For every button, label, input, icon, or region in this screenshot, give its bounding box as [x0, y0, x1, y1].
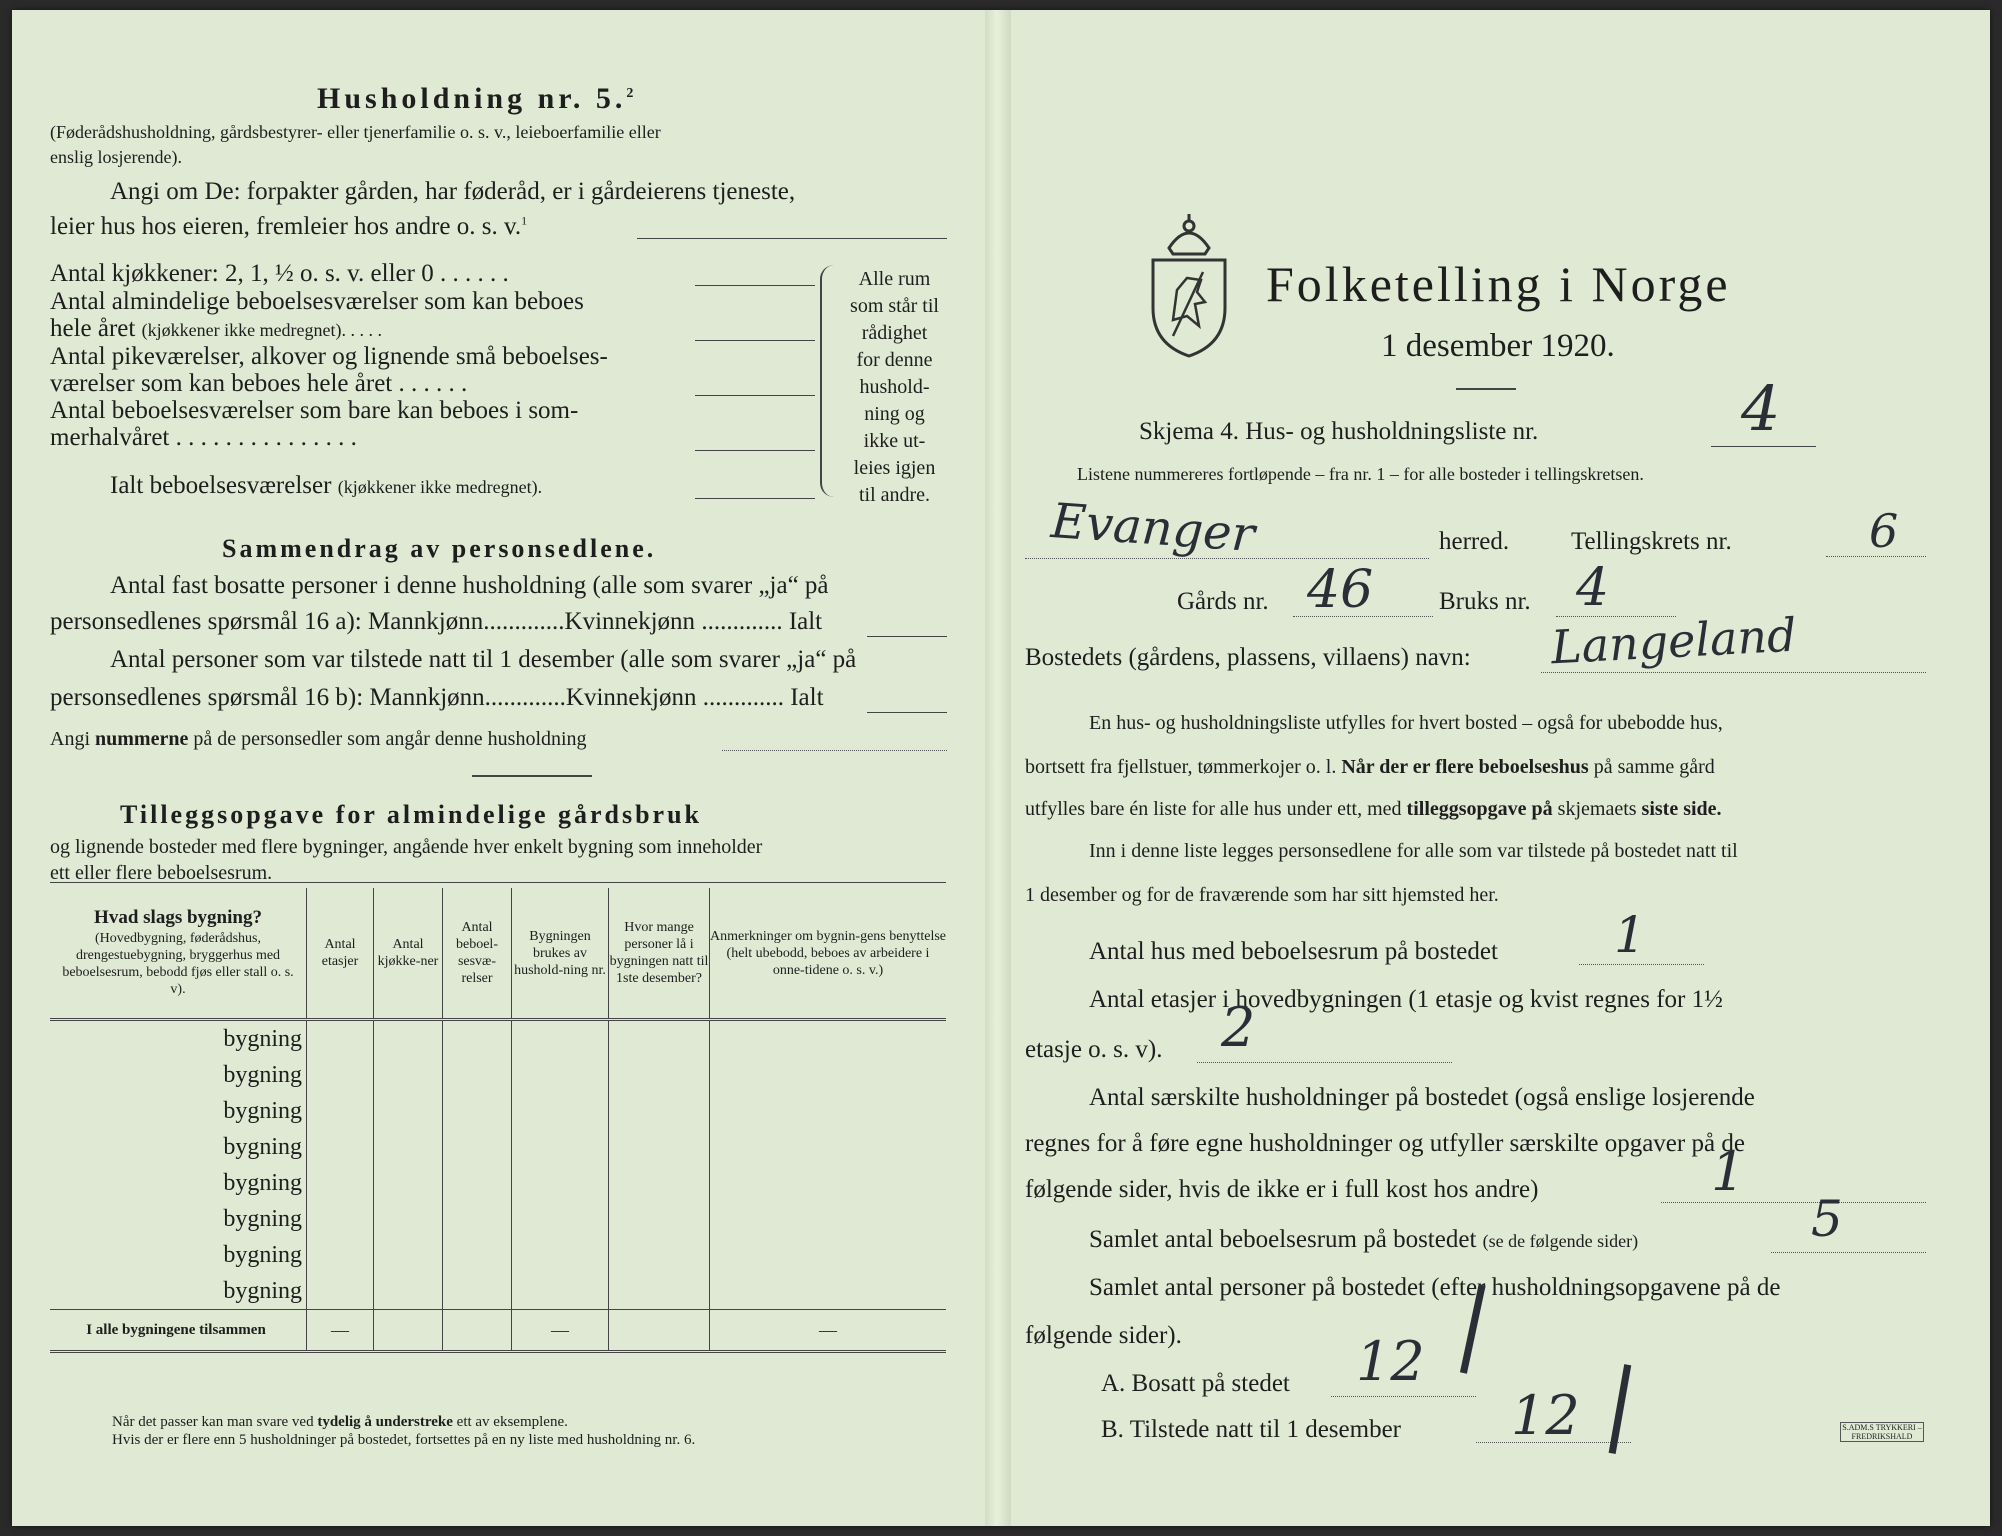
title-divider	[1456, 388, 1516, 390]
para2-line2: 1 desember og for de fraværende som har sitt hjemsted her.	[1025, 884, 1499, 906]
col-kjokkener: Antal kjøkke-ner	[374, 888, 443, 1020]
col-beboelsesvaerelser: Antal beboel-sesvæ-relser	[443, 888, 512, 1020]
coat-of-arms-icon	[1143, 208, 1235, 360]
saer-line-1: Antal særskilte husholdninger på bostedet (også enslige losjerende	[1089, 1084, 1755, 1111]
etasjer-answer-line	[1197, 1062, 1452, 1063]
col-personer: Hvor mange personer lå i bygningen natt til 1ste desember?	[609, 888, 710, 1020]
check-mark-2: |	[1597, 1348, 1646, 1457]
rooms-pike-1: Antal pikeværelser, alkover og lignende små beboelses-	[50, 343, 608, 370]
intro-line-1: (Føderådshusholdning, gårdsbestyrer- eller tjenerfamilie o. s. v., leieboerfamilie eller	[50, 122, 661, 142]
listene-note: Listene nummereres fortløpende – fra nr. 1 – for alle bosteder i tellingskretsen.	[1077, 464, 1644, 484]
angi-answer-line	[637, 238, 947, 239]
para1-line3: utfylles bare én liste for alle hus under ett, med tilleggsopgave på skjemaets siste side.	[1025, 798, 1722, 820]
table-total-row: I alle bygningene tilsammen — — —	[50, 1310, 946, 1352]
col-building-type: Hvad slags bygning? (Hovedbygning, føderådshus, drengestuebygning, bryggerhus med beboelsesrum, bebodd fjøs eller stall o. s. v).	[50, 888, 307, 1020]
samlet-rum-label: Samlet antal beboelsesrum på bostedet (se de følgende sider)	[1089, 1226, 1639, 1253]
gards-label: Gårds nr.	[1177, 588, 1269, 615]
para1-line1: En hus- og husholdningsliste utfylles for hvert bosted – også for ubebodde hus,	[1089, 712, 1723, 734]
tellingskrets-value: 6	[1869, 504, 1899, 558]
table-row: bygning	[50, 1165, 946, 1201]
footnote-1: Når det passer kan man svare ved tydelig å understreke ett av eksemplene.	[112, 1414, 568, 1430]
skjema-label: Skjema 4. Hus- og husholdningsliste nr.	[1139, 418, 1539, 445]
printer-stamp: S.ADM.S TRYKKERI – FREDRIKSHALD	[1840, 1422, 1924, 1442]
summary-title: Sammendrag av personsedlene.	[222, 534, 657, 563]
table-row: bygning	[50, 1129, 946, 1165]
left-page	[12, 10, 985, 1526]
para2-line1: Inn i denne liste legges personsedlene for alle som var tilstede på bostedet natt til	[1089, 840, 1738, 862]
etasjer-value: 2	[1221, 996, 1256, 1059]
bruks-label: Bruks nr.	[1439, 588, 1531, 615]
saer-line-3: følgende sider, hvis de ikke er i full kost hos andre)	[1025, 1176, 1539, 1203]
table-header-row	[50, 888, 946, 1020]
skjema-value: 4	[1741, 372, 1781, 445]
herred-value: Evanger	[1049, 492, 1257, 564]
tilstede-value: 12	[1511, 1384, 1580, 1447]
kitchens-answer-line	[695, 285, 815, 286]
building-table	[50, 888, 946, 1353]
rooms-sommer-2: merhalvåret . . . . . . . . . . . . . . .	[50, 424, 357, 451]
bosted-label: Bostedets (gårdens, plassens, villaens) navn:	[1025, 644, 1471, 671]
bosatt-value: 12	[1356, 1330, 1425, 1393]
rooms-alm-1: Antal almindelige beboelsesværelser som kan beboes	[50, 288, 584, 315]
sommer-answer-line	[695, 450, 815, 451]
samlet-pers-line-2: følgende sider).	[1025, 1322, 1182, 1349]
rooms-sommer-1: Antal beboelsesværelser som bare kan beboes i som-	[50, 397, 579, 424]
pike-answer-line	[695, 395, 815, 396]
tellingskrets-label: Tellingskrets nr.	[1571, 528, 1732, 555]
bosatt-answer-line	[1331, 1396, 1476, 1397]
tillegg-line-2: ett eller flere beboelsesrum.	[50, 862, 273, 884]
herred-label: herred.	[1439, 528, 1510, 555]
gards-value: 46	[1307, 560, 1374, 620]
intro-line-2: enslig losjerende).	[50, 147, 182, 167]
para1-line2: bortsett fra fjellstuer, tømmerkojer o. l. Når der er flere beboelseshus på samme gård	[1025, 756, 1715, 778]
rooms-pike-2: værelser som kan beboes hele året . . . . . .	[50, 370, 468, 397]
table-row: bygning	[50, 1237, 946, 1273]
tillegg-title: Tilleggsopgave for almindelige gårdsbruk	[120, 800, 703, 829]
table-row: bygning	[50, 1273, 946, 1310]
angi-line-2: leier hus hos eieren, fremleier hos andre o. s. v.$^1$	[50, 213, 528, 240]
side-note: Alle rum som står til rådighet for denne hushold- ning og ikke ut- leies igjen til andre.	[850, 268, 939, 506]
census-title: Folketelling i Norge	[1266, 256, 1731, 312]
check-mark: |	[1448, 1267, 1500, 1378]
saer-line-2: regnes for å føre egne husholdninger og utfyller særskilte opgaver på de	[1025, 1130, 1745, 1157]
bosted-value: Langeland	[1549, 607, 1798, 675]
census-date: 1 desember 1920.	[1381, 328, 1615, 364]
rooms-alm-2: hele året (kjøkkener ikke medregnet). . . . .	[50, 315, 383, 342]
tilstede-label: B. Tilstede natt til 1 desember	[1101, 1416, 1401, 1443]
summary-2a: Antal personer som var tilstede natt til 1 desember (alle som svarer „ja“ på	[110, 646, 857, 673]
divider	[472, 775, 592, 777]
right-page	[1011, 10, 1990, 1526]
col-etasjer: Antal etasjer	[307, 888, 374, 1020]
skjema-answer-line	[1711, 446, 1816, 447]
summary-1b: personsedlenes spørsmål 16 a): Mannkjønn.............Kvinnekjønn ............. Ialt	[50, 608, 823, 635]
total-label: I alle bygningene tilsammen	[50, 1310, 307, 1352]
rooms-kitchens: Antal kjøkkener: 2, 1, ½ o. s. v. eller 0 . . . . . .	[50, 260, 509, 287]
bosted-answer-line	[1541, 672, 1926, 673]
angi-nummerne: Angi nummerne på de personsedler som angår denne husholdning	[50, 728, 587, 750]
total-answer-line	[695, 498, 815, 499]
etasjer-line-1: Antal etasjer i hovedbygningen (1 etasje og kvist regnes for 1½	[1089, 986, 1723, 1013]
col-anmerkninger: Anmerkninger om bygnin-gens benyttelse (helt ubebodd, beboes av arbeidere i onne-tidene o. s. v.)	[710, 888, 947, 1020]
footnote-2: Hvis der er flere enn 5 husholdninger på bostedet, fortsettes på en ny liste med husholdning nr. 6.	[112, 1432, 696, 1448]
rooms-bracket	[820, 265, 836, 497]
hus-value: 1	[1614, 906, 1646, 964]
bruks-value: 4	[1576, 558, 1610, 618]
alm-answer-line	[695, 340, 815, 341]
household-title: Husholdning nr. 5.$^2$	[317, 82, 638, 115]
hus-label: Antal hus med beboelsesrum på bostedet	[1089, 938, 1498, 965]
samlet-pers-line-1: Samlet antal personer på bostedet (efter husholdningsopgavene på de	[1089, 1274, 1781, 1301]
tillegg-line-1: og lignende bosteder med flere bygninger, angående hver enkelt bygning som inneholder	[50, 836, 763, 858]
summary-2-total-line	[867, 712, 947, 713]
angi-line-1: Angi om De: forpakter gården, har føderåd, er i gårdeierens tjeneste,	[110, 178, 796, 205]
rooms-total: Ialt beboelsesværelser (kjøkkener ikke medregnet).	[110, 472, 543, 499]
etasjer-line-2: etasje o. s. v).	[1025, 1036, 1163, 1063]
hus-answer-line	[1579, 964, 1704, 965]
samlet-rum-answer-line	[1771, 1252, 1926, 1253]
summary-1a: Antal fast bosatte personer i denne husholdning (alle som svarer „ja“ på	[110, 572, 829, 599]
saer-value: 1	[1711, 1140, 1746, 1203]
table-row: bygning	[50, 1093, 946, 1129]
saer-answer-line	[1661, 1202, 1926, 1203]
samlet-rum-value: 5	[1811, 1190, 1843, 1248]
table-top-line	[50, 882, 946, 883]
page-fold	[985, 10, 1011, 1526]
summary-2b: personsedlenes spørsmål 16 b): Mannkjønn.............Kvinnekjønn ............. Ialt	[50, 684, 824, 711]
table-row: bygning	[50, 1020, 946, 1058]
nummerne-answer-line	[722, 750, 947, 751]
col-husholdning-nr: Bygningen brukes av hushold-ning nr.	[512, 888, 609, 1020]
summary-1-total-line	[867, 636, 947, 637]
table-row: bygning	[50, 1201, 946, 1237]
bosatt-label: A. Bosatt på stedet	[1101, 1370, 1290, 1397]
table-row: bygning	[50, 1057, 946, 1093]
